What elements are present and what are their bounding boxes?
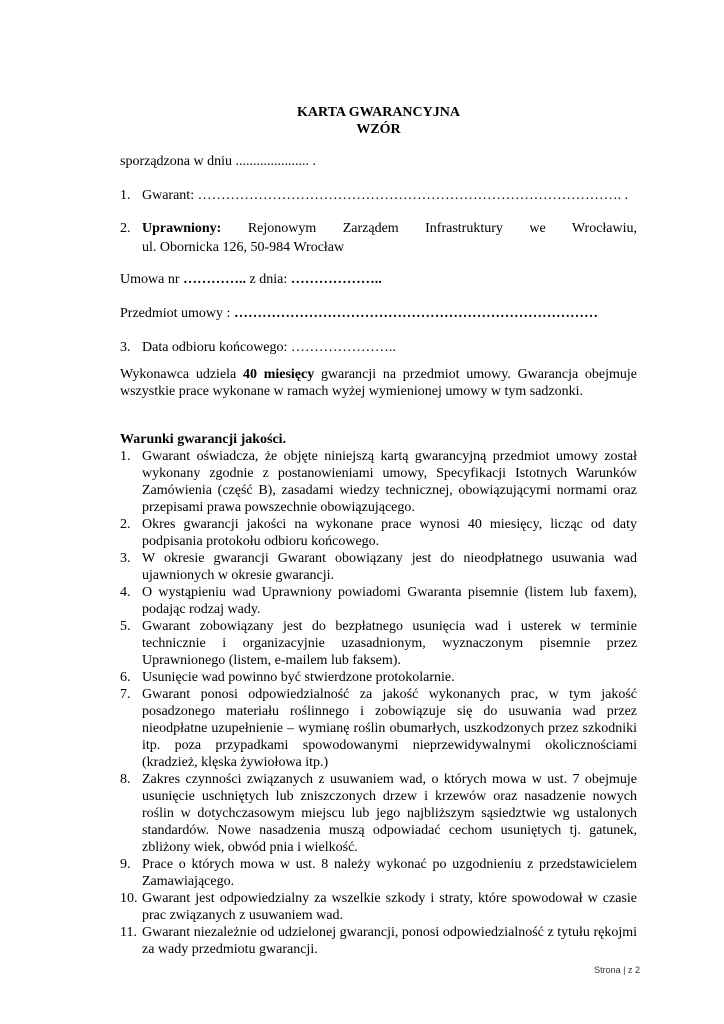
umowa-date-label: z dnia: [249, 272, 291, 287]
warunki-item-text: W okresie gwarancji Gwarant obowiązany jest do nieodpłatnego usuwania wad ujawnionych w okresie gwarancji. [142, 551, 637, 583]
umowa-number-dots: ………….. [183, 272, 250, 287]
page-count: z 2 [627, 965, 640, 975]
warunki-item-number: 3. [120, 551, 131, 566]
gwarant-number: 1. [120, 188, 131, 203]
warunki-item [120, 448, 637, 516]
warunki-item-text: Gwarant jest odpowiedzialny za wszelkie szkody i straty, które spowodował w czasie prac związanych z usuwaniem wad. [142, 891, 637, 923]
title-line-2: WZÓR [356, 122, 401, 137]
warunki-item [120, 856, 637, 890]
warunki-heading: Warunki gwarancji jakości. [120, 432, 287, 447]
odbior-row [120, 339, 637, 356]
odbior-number: 3. [120, 340, 131, 355]
wykonawca-text-b: gwarancji na przedmiot umowy. Gwarancja obejmuje wszystkie prace wykonane w ramach wyżej wymienionej umowy w tym sadzonki. [120, 367, 638, 399]
warunki-item-text: Gwarant niezależnie od udzielonej gwarancji, ponosi odpowiedzialność z tytułu rękojmi za wady przedmiotu gwarancji. [142, 925, 637, 957]
document-title [120, 104, 637, 138]
wykonawca-months: 40 miesięcy [242, 367, 315, 382]
umowa-line [120, 271, 637, 288]
warunki-item [120, 924, 637, 958]
warunki-item-number: 10. [120, 891, 138, 906]
warunki-item [120, 771, 637, 856]
wykonawca-paragraph [120, 366, 637, 400]
warunki-item-number: 2. [120, 517, 131, 532]
title-line-1: KARTA GWARANCYJNA [297, 105, 460, 120]
uprawniony-line-1 [142, 220, 637, 237]
warunki-item-number: 8. [120, 772, 131, 787]
warunki-item [120, 686, 637, 771]
warunki-item-number: 1. [120, 449, 131, 464]
przedmiot-dots: …………………………………………………………………… [233, 306, 598, 321]
warunki-item-text: O wystąpieniu wad Uprawniony powiadomi Gwaranta pisemnie (listem lub faxem), podając rodzaj wady. [142, 585, 637, 617]
warunki-item [120, 618, 637, 669]
warunki-item-number: 7. [120, 687, 131, 702]
warunki-item-text: Gwarant ponosi odpowiedzialność za jakość wykonanych prac, w tym jakość posadzonego materiału roślinnego i zobowiązuje się do usuwania wad przez nieodpłatne uzupełnienie – wymianę roślin obumarłych, uszkodzonych przez szkodniki itp. poza przypadkami spowodowanymi nieprzewidywalnymi okolicznościami (kradzież, klęska żywiołowa itp.) [142, 687, 637, 770]
warunki-item-text: Okres gwarancji jakości na wykonane prace wynosi 40 miesięcy, licząc od daty podpisania protokołu odbioru końcowego. [142, 517, 637, 549]
warunki-item-number: 5. [120, 619, 131, 634]
uprawniony-label: Uprawniony: [142, 221, 222, 236]
warunki-item [120, 669, 637, 686]
warunki-item-text: Usunięcie wad powinno być stwierdzone protokolarnie. [142, 670, 455, 685]
warunki-item-number: 11. [120, 925, 137, 940]
warunki-item [120, 516, 637, 550]
warunki-item-text: Prace o których mowa w ust. 8 należy wykonać po uzgodnieniu z przedstawicielem Zamawiającego. [142, 857, 637, 889]
page-separator: | [623, 965, 626, 975]
uprawniony-row [120, 220, 637, 256]
warunki-item-text: Gwarant oświadcza, że objęte niniejszą kartą gwarancyjną przedmiot umowy został wykonany zgodnie z postanowieniami umowy, Specyfikacji Istotnych Warunków Zamówienia (część B), zasadami wiedzy technicznej, obowiązującymi normami oraz przepisami prawa powszechnie obowiązującego. [142, 449, 637, 515]
page-footer [594, 962, 640, 979]
uprawniony-line-2: ul. Obornicka 126, 50-984 Wrocław [142, 240, 345, 255]
date-line: sporządzona w dniu ..................... . [120, 154, 316, 169]
przedmiot-line [120, 305, 637, 322]
wykonawca-text-a: Wykonawca udziela [120, 367, 243, 382]
warunki-list [120, 448, 637, 958]
warunki-item-number: 6. [120, 670, 131, 685]
uprawniony-number: 2. [120, 221, 131, 236]
uprawniony-value: Rejonowym Zarządem Infrastruktury we Wrocławiu, [247, 221, 638, 236]
warunki-item [120, 890, 637, 924]
przedmiot-label: Przedmiot umowy : [120, 306, 234, 321]
gwarant-text: Gwarant: ………………………………………………………………………………. . [142, 188, 629, 203]
warunki-item [120, 550, 637, 584]
warunki-item-number: 4. [120, 585, 131, 600]
gwarant-row [120, 187, 637, 204]
warunki-item-text: Gwarant zobowiązany jest do bezpłatnego usunięcia wad i usterek w terminie technicznie i organizacyjnie uzasadnionym, wyznaczonym pisemnie przez Uprawnionego (listem, e-mailem lub faksem). [142, 619, 637, 668]
uprawniony-body [142, 220, 637, 256]
page-label: Strona [594, 965, 621, 975]
umowa-label: Umowa nr [120, 272, 183, 287]
warunki-item [120, 584, 637, 618]
odbior-text: Data odbioru końcowego: ………………….. [142, 340, 396, 355]
warunki-item-number: 9. [120, 857, 131, 872]
umowa-date-dots: ……………….. [290, 272, 382, 287]
warunki-item-text: Zakres czynności związanych z usuwaniem wad, o których mowa w ust. 7 obejmuje usunięcie uschniętych lub zniszczonych drzew i krzewów oraz nasadzenie nowych roślin w dotychczasowym miejscu lub jego najbliższym sąsiedztwie wg ustalonych standardów. Nowe nasadzenia muszą odpowiadać cechom usuniętych tj. gatunek, zbliżony wiek, obwód pnia i wielkość. [142, 772, 637, 855]
